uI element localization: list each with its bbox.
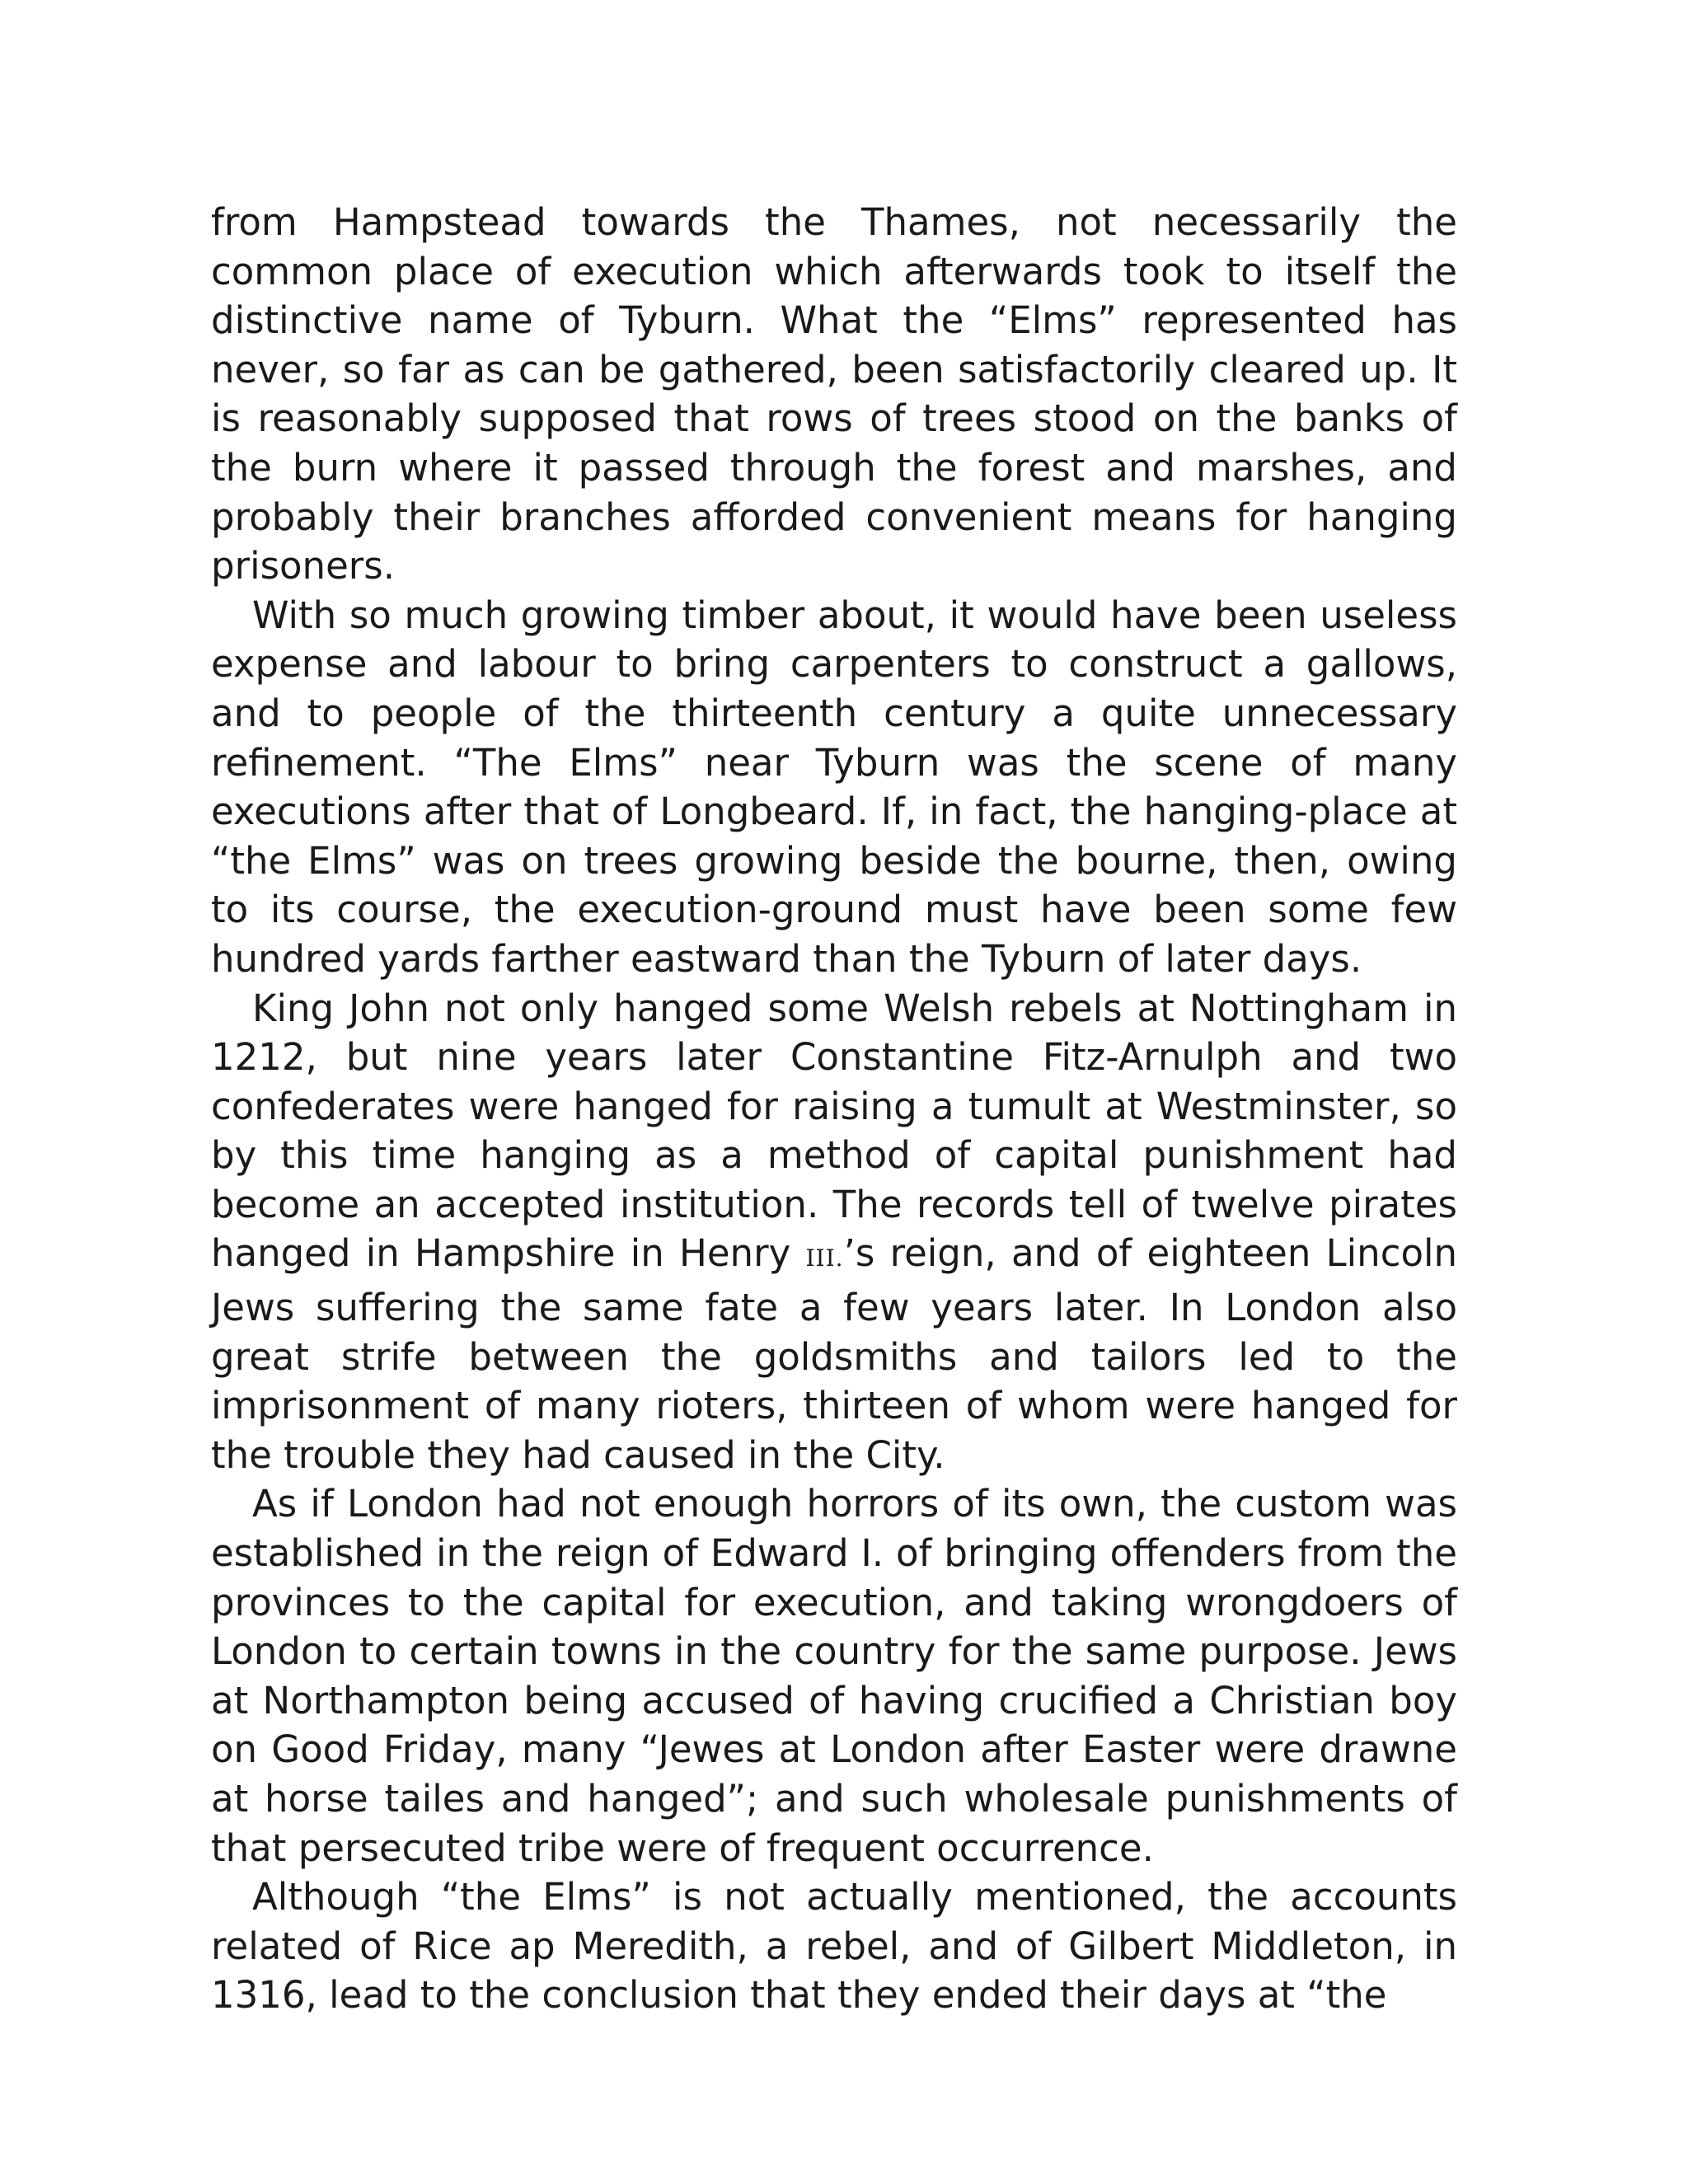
paragraph-2-text: With so much growing timber about, it would have been useless expense and labour to bring carpenters to construct a gallows, and to people of the thirteenth century a quite unnecessary refinement. “The Elms” near Tyburn was the scene of many executions after that of Longbeard. If, in fact, the hanging-place at “the Elms” was on trees growing beside the bourne, then, owing to its course, the execution-ground must have been some few hundred yards farther eastward than the Tyburn of later days. bbox=[211, 593, 1457, 981]
paragraph-4-text: As if London had not enough horrors of its own, the custom was established in the reign of Edward I. of bringing offenders from the provinces to the capital for execution, and taking wrongdoers of London to certain towns in the country for the same purpose. Jews at Northampton being accused of having crucified a Christian boy on Good Friday, many “Jewes at London after Easter were drawne at horse tailes and hanged”; and such wholesale punishments of that persecuted tribe were of frequent occurrence. bbox=[211, 1482, 1457, 1870]
paragraph-4 bbox=[211, 1479, 1457, 1872]
paragraph-3 bbox=[211, 984, 1457, 1480]
paragraph-5 bbox=[211, 1872, 1457, 2020]
paragraph-1 bbox=[211, 198, 1457, 591]
paragraph-5-text: Although “the Elms” is not actually mentioned, the accounts related of Rice ap Meredith, a rebel, and of Gilbert Middleton, in 1316, lead to the conclusion that they ended their days at “the bbox=[211, 1875, 1457, 2018]
paragraph-3-text-b: ’s reign, and of eighteen Lincoln Jews suffering the same fate a few years later. In London also great strife between the goldsmiths and tailors led to the imprisonment of many rioters, thirteen of whom were hanged for the trouble they had caused in the City. bbox=[211, 1231, 1457, 1477]
paragraph-3-text-a: King John not only hanged some Welsh rebels at Nottingham in 1212, but nine years later Constantine Fitz-Arnulph and two confederates were hanged for raising a tumult at Westminster, so by this time hanging as a method of capital punishment had become an accepted institution. The records tell of twelve pirates hanged in Hampshire in Henry bbox=[211, 986, 1457, 1276]
page-body bbox=[211, 198, 1457, 2020]
regnal-numeral: III. bbox=[805, 1244, 844, 1272]
paragraph-1-text: from Hampstead towards the Thames, not necessarily the common place of execution which afterwards took to itself the distinctive name of Tyburn. What the “Elms” represented has never, so far as can be gathered, been satisfactorily cleared up. It is reasonably supposed that rows of trees stood on the banks of the burn where it passed through the forest and marshes, and probably their branches afforded convenient means for hanging prisoners. bbox=[211, 200, 1457, 588]
paragraph-2 bbox=[211, 591, 1457, 984]
